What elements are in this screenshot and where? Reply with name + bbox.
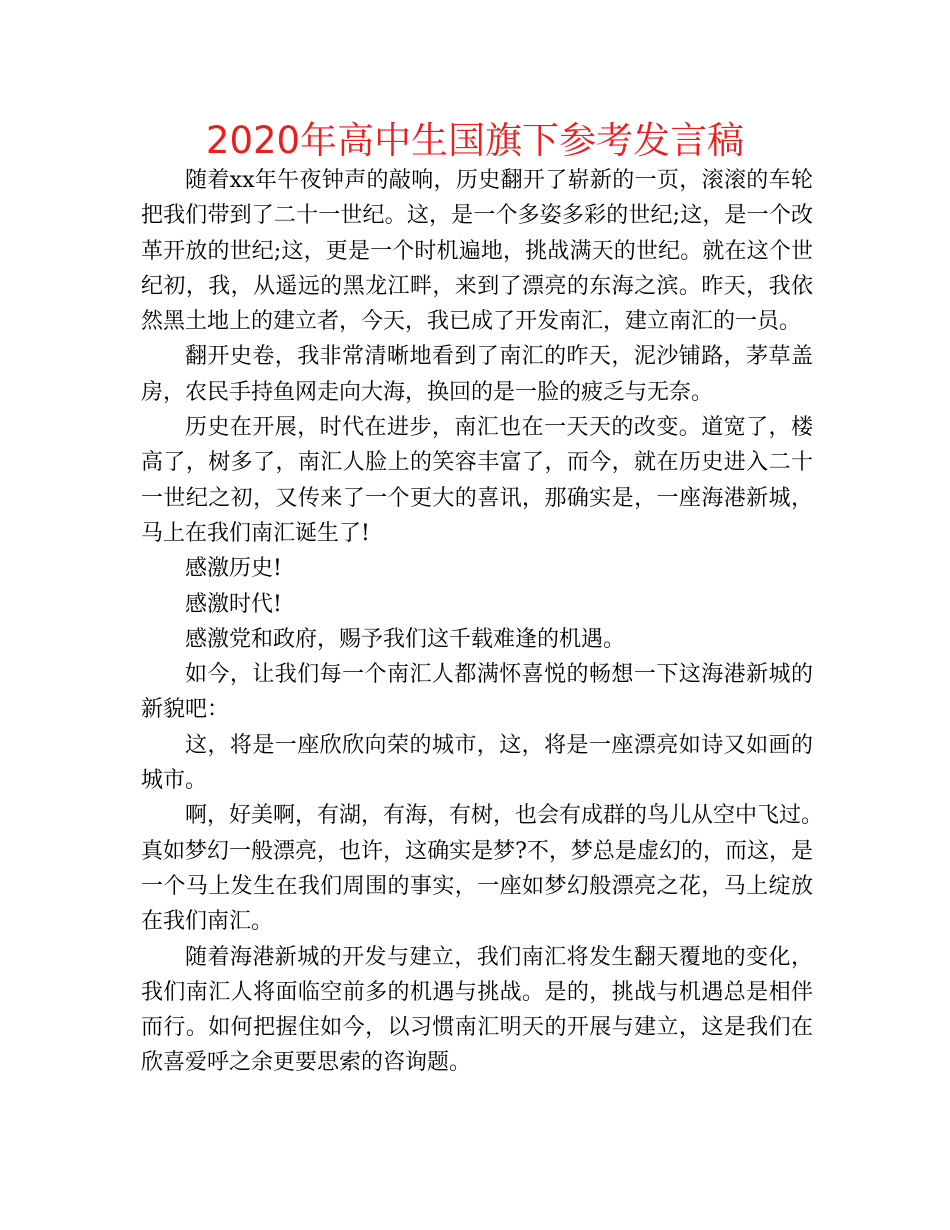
paragraph-line: 翻开史卷，我非常清晰地看到了南汇的昨天，泥沙铺路，茅草盖 — [185, 344, 813, 370]
paragraph-line: 而行。如何把握住如今，以习惯南汇明天的开展与建立，这是我们在 — [141, 1015, 813, 1041]
paragraph-line: 随着xx年午夜钟声的敲响，历史翻开了崭新的一页，滚滚的车轮 — [185, 168, 813, 193]
paragraph-line: 如今，让我们每一个南汇人都满怀喜悦的畅想一下这海港新城的 — [185, 662, 813, 688]
page-title: 2020年高中生国旗下参考发言稿 — [205, 119, 745, 162]
paragraph-line: 城市。 — [141, 768, 208, 794]
paragraph-line: 真如梦幻一般漂亮，也许，这确实是梦?不，梦总是虚幻的，而这，是 — [141, 838, 813, 864]
paragraph-line: 这，将是一座欣欣向荣的城市，这，将是一座漂亮如诗又如画的 — [185, 732, 813, 758]
paragraph-line: 历史在开展，时代在进步，南汇也在一天天的改变。道宽了，楼 — [185, 415, 813, 441]
paragraph-line: 纪初，我，从遥远的黑龙江畔，来到了漂亮的东海之滨。昨天，我依 — [141, 273, 813, 299]
document-body — [141, 163, 824, 1081]
paragraph-line: 感激党和政府，赐予我们这千载难逢的机遇。 — [185, 626, 626, 652]
paragraph-line: 我们南汇人将面临空前多的机遇与挑战。是的，挑战与机遇总是相伴 — [141, 979, 813, 1005]
paragraph-line: 革开放的世纪;这，更是一个时机遍地，挑战满天的世纪。就在这个世 — [141, 238, 813, 264]
paragraph-line: 一世纪之初，又传来了一个更大的喜讯，那确实是，一座海港新城， — [141, 485, 813, 511]
paragraph-line: 然黑土地上的建立者，今天，我已成了开发南汇，建立南汇的一员。 — [141, 309, 802, 335]
paragraph-line: 啊，好美啊，有湖，有海，有树，也会有成群的鸟儿从空中飞过。 — [185, 803, 824, 829]
paragraph-line: 随着海港新城的开发与建立，我们南汇将发生翻天覆地的变化， — [185, 944, 813, 970]
paragraph-line: 把我们带到了二十一世纪。这，是一个多姿多彩的世纪;这，是一个改 — [141, 203, 813, 229]
paragraph-line: 房，农民手持鱼网走向大海，换回的是一脸的疲乏与无奈。 — [141, 379, 714, 405]
paragraph-line: 马上在我们南汇诞生了! — [141, 520, 370, 546]
paragraph-line: 高了，树多了，南汇人脸上的笑容丰富了，而今，就在历史进入二十 — [141, 450, 813, 476]
paragraph-line: 感激历史! — [185, 556, 282, 582]
paragraph-line: 在我们南汇。 — [141, 909, 274, 935]
paragraph-line: 欣喜爱呼之余更要思索的咨询题。 — [141, 1050, 472, 1076]
paragraph-line: 一个马上发生在我们周围的事实，一座如梦幻般漂亮之花，马上绽放 — [141, 873, 813, 899]
paragraph-line: 新貌吧： — [141, 697, 230, 723]
paragraph-line: 感激时代! — [185, 591, 282, 617]
